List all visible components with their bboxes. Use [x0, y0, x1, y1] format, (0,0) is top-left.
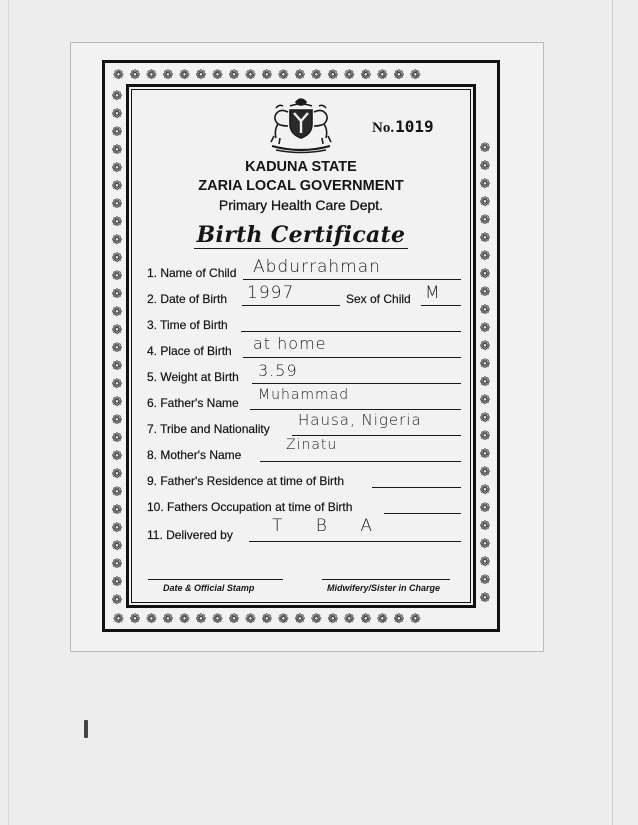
scan-speck — [84, 720, 88, 738]
field-value-delivered-by: T B A — [272, 516, 386, 536]
field-label-mothers-name: 8. Mother's Name — [147, 448, 242, 462]
field-line — [292, 435, 461, 436]
department-name: Primary Health Care Dept. — [218, 197, 384, 213]
field-line — [243, 357, 461, 358]
scan-streak — [612, 0, 613, 825]
coat-of-arms-icon — [266, 96, 336, 156]
state-name: KADUNA STATE — [245, 159, 357, 175]
left-rosette-border: ❁ ❁ ❁ ❁ ❁ ❁ ❁ ❁ ❁ ❁ ❁ ❁ ❁ ❁ ❁ ❁ ❁ ❁ ❁ ❁ ❁ ❁ ❁ ❁ ❁ ❁ ❁ ❁ ❁ — [111, 89, 123, 608]
scan-streak — [8, 0, 9, 825]
field-line — [250, 409, 461, 410]
midwife-signature-line — [322, 579, 450, 580]
local-government-name: ZARIA LOCAL GOVERNMENT — [198, 178, 404, 194]
midwife-signature-label: Midwifery/Sister in Charge — [327, 583, 441, 593]
field-label-fathers-occupation: 10. Fathers Occupation at time of Birth — [147, 500, 353, 514]
field-line — [249, 541, 461, 542]
field-label-time-of-birth: 3. Time of Birth — [147, 318, 228, 332]
bottom-rosette-border: ❁❁❁❁❁❁❁❁❁❁❁❁❁❁❁❁❁❁❁ — [113, 612, 427, 627]
field-label-fathers-residence: 9. Father's Residence at time of Birth — [147, 474, 345, 488]
field-value-weight-at-birth: 3.59 — [258, 361, 298, 380]
certificate-number-label: No. — [372, 120, 395, 136]
field-line — [243, 279, 461, 280]
stamp-signature-line — [148, 579, 283, 580]
field-line — [260, 461, 461, 462]
field-value-fathers-name: Muhammad — [258, 387, 350, 403]
right-rosette-border: ❁ ❁ ❁ ❁ ❁ ❁ ❁ ❁ ❁ ❁ ❁ ❁ ❁ ❁ ❁ ❁ ❁ ❁ ❁ ❁ ❁ ❁ ❁ ❁ ❁ ❁ — [479, 141, 491, 606]
field-value-date-of-birth: 1997 — [247, 283, 295, 303]
field-line — [384, 513, 461, 514]
certificate-number — [372, 117, 434, 137]
field-label-name-of-child: 1. Name of Child — [147, 266, 237, 280]
field-line — [241, 331, 461, 332]
field-label-sex-of-child: Sex of Child — [346, 292, 411, 306]
field-label-delivered-by: 11. Delivered by — [147, 528, 233, 542]
field-label-weight-at-birth: 5. Weight at Birth — [147, 370, 239, 384]
field-line — [252, 383, 461, 384]
field-line — [372, 487, 461, 488]
field-label-date-of-birth: 2. Date of Birth — [147, 292, 228, 306]
stamp-signature-label: Date & Official Stamp — [163, 583, 255, 593]
field-value-tribe-and-nationality: Hausa, Nigeria — [298, 411, 422, 429]
field-value-name-of-child: Abdurrahman — [253, 257, 381, 277]
certificate-number-value: 1019 — [395, 117, 434, 136]
top-rosette-border: ❁❁❁❁❁❁❁❁❁❁❁❁❁❁❁❁❁❁❁ — [113, 68, 427, 83]
field-line — [421, 305, 461, 306]
certificate-title: Birth Certificate — [196, 222, 406, 248]
field-value-sex-of-child: M — [425, 283, 441, 303]
field-value-mothers-name: Zinatu — [286, 437, 338, 453]
field-value-place-of-birth: at home — [253, 334, 327, 353]
field-label-fathers-name: 6. Father's Name — [147, 396, 239, 410]
title-underline — [194, 248, 408, 249]
field-label-place-of-birth: 4. Place of Birth — [147, 344, 232, 358]
field-line — [242, 305, 340, 306]
field-label-tribe-and-nationality: 7. Tribe and Nationality — [147, 422, 270, 436]
